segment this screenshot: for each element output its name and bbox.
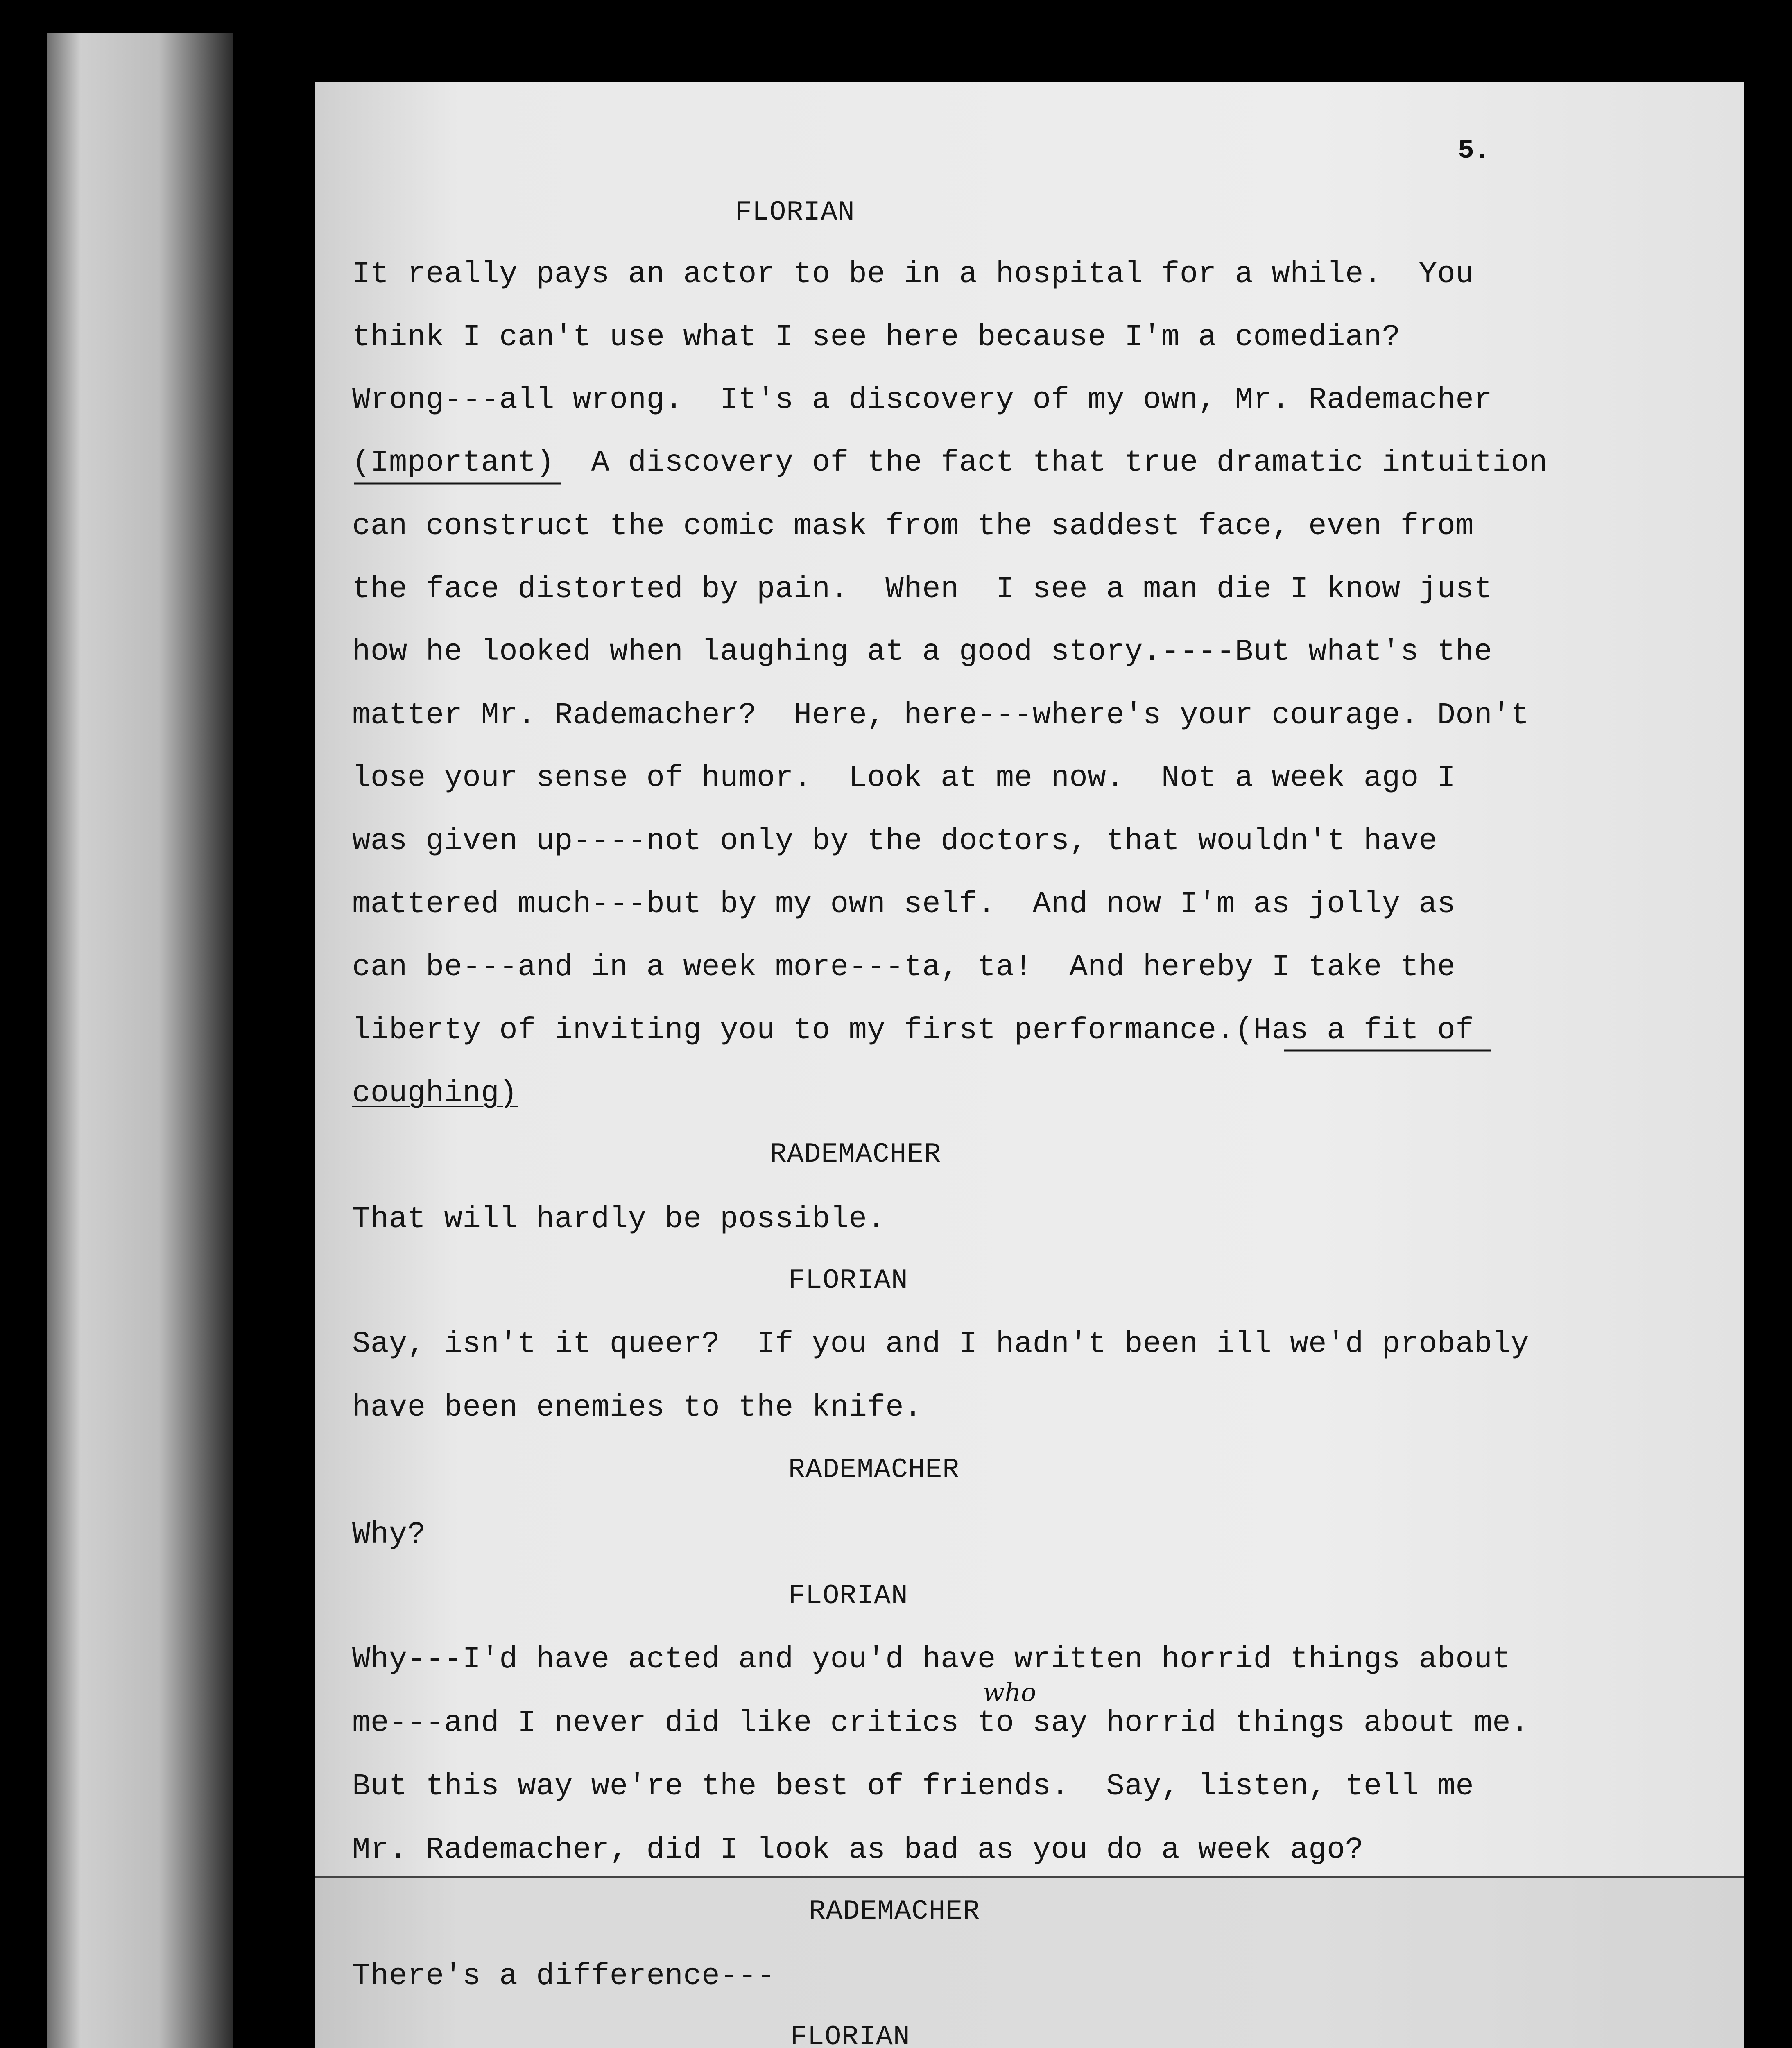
dialogue-line: the face distorted by pain. When I see a man die I know just <box>352 572 1493 607</box>
dialogue-line: lose your sense of humor. Look at me now. Not a week ago I <box>352 761 1456 795</box>
speaker-name: RADEMACHER <box>809 1896 980 1927</box>
dialogue-line: can construct the comic mask from the saddest face, even from <box>352 509 1474 544</box>
speaker-name: FLORIAN <box>790 2021 910 2048</box>
underline-mark <box>1282 1047 1495 1055</box>
dialogue-line: how he looked when laughing at a good story.----But what's the <box>352 635 1493 669</box>
speaker-name: FLORIAN <box>788 1265 908 1296</box>
dialogue-line: (Important) A discovery of the fact that true dramatic intuition <box>352 446 1548 480</box>
speaker-name: RADEMACHER <box>770 1139 941 1170</box>
stage-direction-line: coughing) <box>352 1076 518 1111</box>
dialogue-line: have been enemies to the knife. <box>352 1391 923 1425</box>
dialogue-line: think I can't use what I see here because I'm a comedian? <box>352 320 1401 355</box>
dialogue-line: But this way we're the best of friends. Say, listen, tell me <box>352 1769 1474 1804</box>
dialogue-line: Wrong---all wrong. It's a discovery of my own, Mr. Rademacher <box>352 383 1493 417</box>
speaker-name: FLORIAN <box>788 1580 908 1612</box>
dialogue-line: Why? <box>352 1518 426 1552</box>
dialogue-line: It really pays an actor to be in a hospital for a while. You <box>352 257 1474 292</box>
speaker-name: FLORIAN <box>735 197 855 228</box>
speaker-name: RADEMACHER <box>788 1454 960 1486</box>
dialogue-line: That will hardly be possible. <box>352 1202 886 1237</box>
dialogue-line: mattered much---but by my own self. And now I'm as jolly as <box>352 887 1456 922</box>
dialogue-line: Say, isn't it queer? If you and I hadn't been ill we'd probably <box>352 1327 1530 1362</box>
dialogue-line: me---and I never did like critics to say horrid things about me. <box>352 1706 1530 1740</box>
typescript-page <box>315 82 1744 2048</box>
dialogue-line: Why---I'd have acted and you'd have written horrid things about <box>352 1642 1511 1677</box>
underline-mark <box>352 479 565 487</box>
page-number: 5. <box>1458 135 1491 166</box>
dialogue-line: can be---and in a week more---ta, ta! And hereby I take the <box>352 950 1456 985</box>
previous-page-edge <box>47 33 233 2048</box>
dialogue-line: There's a difference--- <box>352 1959 775 1994</box>
dialogue-line: was given up----not only by the doctors, that wouldn't have <box>352 824 1437 859</box>
dialogue-line: liberty of inviting you to my first performance.(Has a fit of <box>352 1013 1474 1048</box>
dialogue-line: matter Mr. Rademacher? Here, here---where's your courage. Don't <box>352 698 1530 733</box>
handwritten-correction: who <box>983 1677 1036 1707</box>
dialogue-line: Mr. Rademacher, did I look as bad as you do a week ago? <box>352 1833 1364 1867</box>
